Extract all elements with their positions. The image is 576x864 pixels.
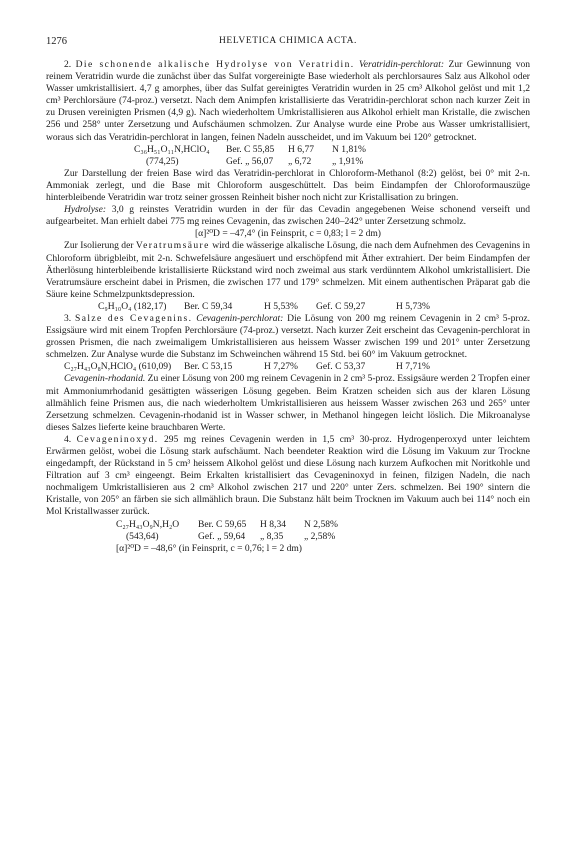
page-header: [46, 36, 530, 47]
hydrolyse-paragraph: [46, 204, 530, 228]
analysis-cevagenin-perchlorat: [46, 361, 530, 373]
analysis-4-mw: (543,64): [126, 530, 159, 542]
analysis-1-gef-n: „ 1,91%: [332, 155, 364, 167]
analysis-cevageninoxyd: [46, 519, 530, 555]
section-3-subheading: Cevagenin-perchlorat:: [196, 312, 284, 324]
analysis-1-gef-h: „ 6,72: [288, 155, 312, 167]
analysis-3-ber: Ber. C 53,15: [184, 361, 233, 373]
analysis-veratrumsaeure: [46, 301, 530, 313]
analysis-3-formula: C₂₇H₄₃O₈N,HClO₄ (610,09): [64, 361, 172, 373]
analysis-3-gef-h: H 7,71%: [396, 361, 430, 373]
journal-title: HELVETICA CHIMICA ACTA.: [218, 36, 358, 46]
analysis-4-ber: Ber. C 59,65: [198, 518, 247, 530]
section-3-paragraph: [46, 313, 530, 361]
analysis-2-gef-h: H 5,73%: [396, 300, 430, 312]
rhodanid-paragraph: [46, 373, 530, 433]
section-4-text: 295 mg reines Cevagenin werden in 1,5 cm³ 30-proz. Hydrogenperoxyd unter leichtem Erwärmen gelöst, wobei die Lösung stark aufschäumt. Nach beendeter Reaktion wird die Lösung im Vakuum zur Trockne eingedampft, der Rückstand in 5 cm³ heissem Alkohol gelöst und diese Lösung nach kurzem Aufkochen mit Noritkohle und Filtration auf 3 cm³ eingeengt. Beim Erkalten kristallisiert das Cevageninoxyd in feinen, filzigen Nadeln, die nach nochmaligem Umkristallisieren aus 2 cm³ Alkohol zwischen 217 und 220° unter Zers. schmelzen. Bei 190° sintern die Kristalle, von 205° an färben sie sich allmählich braun. Die Substanz hält beim Trocknen im Vakuum auch bei 114° noch ein Mol Kristallwasser zurück.: [46, 433, 531, 518]
section-4-number: 4.: [64, 433, 72, 445]
analysis-4-formula: C₂₇H₄₃O₉N,H₂O: [116, 518, 180, 530]
page-number: 1276: [46, 36, 67, 47]
section-2-paragraph: [46, 59, 530, 144]
analysis-2-ber-h: H 5,53%: [264, 300, 298, 312]
analysis-1-ber: Ber. C 55,85: [226, 143, 275, 155]
isolierung-text: wird die wässerige alkalische Lösung, die nach dem Aufnehmen des Cevagenins in Chloroform übrigbleibt, mit 2-n. Schwefelsäure angesäuert und erschöpfend mit Äther extrahiert. Der beim Eindampfen der Ätherlösung hinterbleibende kristallisierte Rückstand wird noch zweimal aus stark verdünntem Alkohol umkristallisiert. Die Veratrumsäure erscheint dabei in Prismen, die zwischen 177 und 179° schmelzen. Mit einem authentischen Präparat gab die Säure keine Schmelzpunktsdepression.: [46, 240, 530, 300]
isolierung-paragraph: [46, 240, 530, 300]
analysis-veratridin-perchlorat: [46, 144, 530, 168]
section-2-heading: Die schonende alkalische Hydrolyse von Veratridin.: [75, 59, 355, 70]
section-2-text: Zur Gewinnung von reinem Veratridin wurde die zunächst über das Sulfat vorgereinigte Base wiederholt als perchlorsaures Salz aus Alkohol oder Wasser umkristallisiert. 4,7 g amorphes, über das Sulfat gereinigtes Veratridin wurden in 25 cm³ Alkohol gelöst und mit 1,2 cm³ Perchlorsäure (74-proz.) versetzt. Nach dem Animpfen kristallisierte das Veratridin-perchlorat schon nach kurzer Zeit in zu Drusen vereinigten Prismen (4,9 g). Nach wiederholtem Umkristallisieren aus Alkohol erhielt man Kristalle, die zwischen 256 und 258° unter Zersetzung und Aufschäumen schmolzen. Zur Analyse wurde eine Probe aus Wasser umkristallisiert, woraus sich das Veratridin-perchlorat in langen, feinen Nadeln ausscheidet, und im Vakuum bei 120° getrocknet.: [46, 59, 531, 143]
analysis-4-gef-n: „ 2,58%: [304, 530, 336, 542]
section-4-paragraph: [46, 434, 530, 519]
analysis-4-ber-h: H 8,34: [260, 518, 286, 530]
analysis-3-gef: Gef. C 53,37: [316, 361, 366, 373]
hydrolyse-text: 3,0 g reinstes Veratridin wurden in der für das Cevadin angegebenen Weise schonend verseift und aufgearbeitet. Man erhielt dabei 775 mg reines Cevagenin, das zwischen 240–242° unter Zersetzung schmolz.: [46, 204, 531, 228]
isolierung-lead: Zur Isolierung der: [64, 240, 134, 252]
section-3-text: Die Lösung von 200 mg reinem Cevagenin in 2 cm³ 5-proz. Essigsäure wird mit einem Tropfen Perchlorsäure (74-proz.) versetzt. Nach kurzer Zeit erscheint das Cevagenin-perchlorat in grossen Prismen, die nach zweimaligem Umkristallisieren aus heissem Wasser zwischen 199 und 201° unter Zersetzung schmelzen. Zur Analyse wurde die Substanz im Schweinchen während 15 Std. bei 60° im Vakuum getrocknet.: [46, 312, 530, 361]
hydrolyse-label: Hydrolyse:: [64, 204, 107, 216]
analysis-4-gef: Gef. „ 59,64: [198, 530, 246, 542]
analysis-4-gef-h: „ 8,35: [260, 530, 284, 542]
section-3-heading: Salze des Cevagenins.: [75, 312, 193, 324]
rhodanid-label: Cevagenin-rhodanid.: [64, 373, 146, 385]
analysis-2-formula: C₉H₁₀O₄ (182,17): [98, 300, 167, 312]
section-2-number: 2.: [64, 59, 72, 70]
analysis-2-ber: Ber. C 59,34: [184, 300, 233, 312]
analysis-3-ber-h: H 7,27%: [264, 361, 298, 373]
analysis-1-ber-h: H 6,77: [288, 143, 314, 155]
analysis-1-gef: Gef. „ 56,07: [226, 155, 274, 167]
section-2-subheading: Veratridin-perchlorat:: [359, 59, 445, 70]
analysis-1-formula: C₃₆H₅₁O₁₁N,HClO₄: [134, 143, 210, 155]
analysis-1-mw: (774,25): [146, 155, 179, 167]
analysis-1-ber-n: N 1,81%: [332, 143, 366, 155]
optical-rotation-2: [α]²⁰D = –48,6° (in Feinsprit, c = 0,76; l = 2 dm): [116, 542, 302, 554]
analysis-2-gef: Gef. C 59,27: [316, 300, 366, 312]
section-3-number: 3.: [64, 312, 72, 324]
isolierung-spaced: Veratrumsäure: [135, 240, 210, 252]
page: [46, 36, 530, 555]
section-4-heading: Cevageninoxyd.: [76, 433, 159, 445]
article-body: [46, 59, 530, 555]
rhodanid-text: Zu einer Lösung von 200 mg reinem Cevagenin in 2 cm³ 5-proz. Essigsäure werden 2 Tropfen einer mit Ammoniumrhodanid gesättigten wässerigen Lösung gegeben. Beim Kratzen scheiden sich aus der klaren Lösung allmählich feine Prismen aus, die nach wiederholtem Umkristallisieren aus heissem Wasser zwischen 263 und 265° unter Zersetzung schmelzen. Cevagenin-rhodanid ist in Wasser schwer, in Methanol hingegen leicht löslich. Die Mikroanalyse dieses Salzes lieferte keine brauchbaren Werte.: [46, 373, 531, 433]
free-base-paragraph: Zur Darstellung der freien Base wird das Veratridin-perchlorat in Chloroform-Methanol (8:2) gelöst, bei 0° mit 2-n. Ammoniak zerlegt, und die Base mit Chloroform ausgeschüttelt. Das beim Eindampfen der Chloroformauszüge hinterbleibende Veratridin war trotz seiner grossen Reinheit bisher noch nicht zur Kristallisation zu bringen.: [46, 167, 530, 204]
analysis-4-ber-n: N 2,58%: [304, 518, 338, 530]
optical-rotation-1: [α]²⁰D = –47,4° (in Feinsprit, c = 0,83; l = 2 dm): [195, 228, 381, 240]
